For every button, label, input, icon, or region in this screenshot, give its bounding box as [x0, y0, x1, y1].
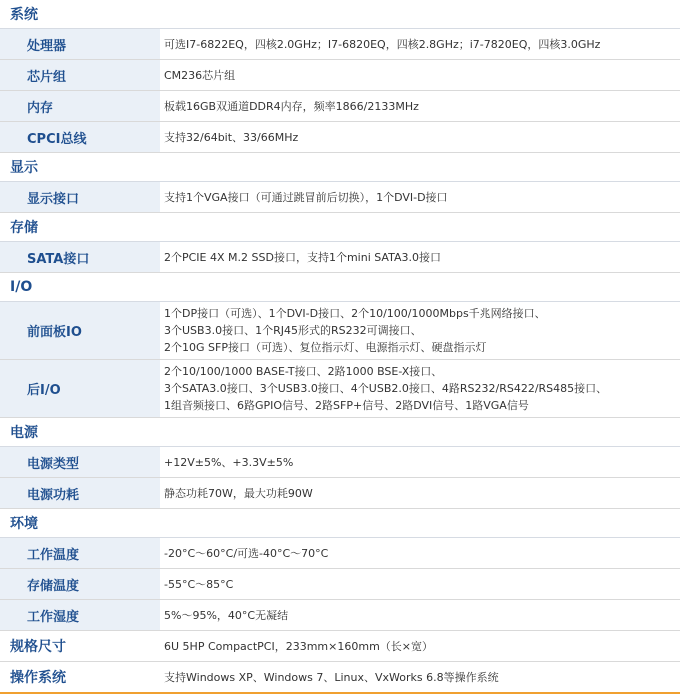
section-title-display: 显示 [0, 153, 680, 182]
row-label-power-type: 电源类型 [0, 447, 160, 478]
table-row [0, 569, 680, 600]
row-label-cpci-bus: CPCI总线 [0, 122, 160, 153]
section-title-system: 系统 [0, 0, 680, 29]
section-title-storage: 存储 [0, 213, 680, 242]
row-label-front-io: 前面板IO [0, 302, 160, 360]
row-value-cpu: 可选I7-6822EQ，四核2.0GHz；I7-6820EQ，四核2.8GHz；i7-7820EQ，四核3.0GHz [160, 29, 680, 60]
row-value-power-consumption: 静态功耗70W，最大功耗90W [160, 478, 680, 509]
table-row [0, 91, 680, 122]
row-value-chipset: CM236芯片组 [160, 60, 680, 91]
row-label-chipset: 芯片组 [0, 60, 160, 91]
section-power [0, 418, 680, 447]
row-value-operating-temp: -20°C～60°C/可选-40°C～70°C [160, 538, 680, 569]
table-row [0, 447, 680, 478]
section-display [0, 153, 680, 182]
table-row [0, 600, 680, 631]
table-row [0, 478, 680, 509]
row-value-cpci-bus: 支持32/64bit、33/66MHz [160, 122, 680, 153]
section-title-environment: 环境 [0, 509, 680, 538]
row-label-cpu: 处理器 [0, 29, 160, 60]
section-system [0, 0, 680, 29]
row-label-memory: 内存 [0, 91, 160, 122]
row-value-operating-humidity: 5%～95%，40°C无凝结 [160, 600, 680, 631]
table-row [0, 538, 680, 569]
table-row [0, 360, 680, 418]
row-value-storage-temp: -55°C～85°C [160, 569, 680, 600]
row-label-storage-temp: 存储温度 [0, 569, 160, 600]
table-row [0, 242, 680, 273]
table-row [0, 182, 680, 213]
row-label-operating-temp: 工作温度 [0, 538, 160, 569]
rear-io-line-2: 3个SATA3.0接口、3个USB3.0接口、4个USB2.0接口、4路RS232/RS422/RS485接口、 [164, 382, 608, 395]
rear-io-line-1: 2个10/100/1000 BASE-T接口、2路1000 BSE-X接口、 [164, 365, 443, 378]
table-row [0, 60, 680, 91]
row-label-os: 操作系统 [0, 662, 160, 694]
row-label-operating-humidity: 工作湿度 [0, 600, 160, 631]
section-storage [0, 213, 680, 242]
table-row [0, 29, 680, 60]
section-environment [0, 509, 680, 538]
row-value-os: 支持Windows XP、Windows 7、Linux、VxWorks 6.8等操作系统 [160, 662, 680, 694]
section-io [0, 273, 680, 302]
row-label-power-consumption: 电源功耗 [0, 478, 160, 509]
row-value-rear-io [160, 360, 680, 418]
front-io-line-3: 2个10G SFP接口（可选）、复位指示灯、电源指示灯、硬盘指示灯 [164, 341, 487, 354]
row-label-sata-port: SATA接口 [0, 242, 160, 273]
row-value-dimensions: 6U 5HP CompactPCI，233mm×160mm（长×宽） [160, 631, 680, 662]
row-value-front-io [160, 302, 680, 360]
row-label-dimensions: 规格尺寸 [0, 631, 160, 662]
row-value-memory: 板载16GB双通道DDR4内存，频率1866/2133MHz [160, 91, 680, 122]
table-row [0, 302, 680, 360]
table-row [0, 631, 680, 662]
row-label-display-port: 显示接口 [0, 182, 160, 213]
rear-io-line-3: 1组音频接口、6路GPIO信号、2路SFP+信号、2路DVI信号、1路VGA信号 [164, 399, 529, 412]
row-value-power-type: +12V±5%、+3.3V±5% [160, 447, 680, 478]
row-value-display-port: 支持1个VGA接口（可通过跳冒前后切换），1个DVI-D接口 [160, 182, 680, 213]
table-row [0, 122, 680, 153]
section-title-power: 电源 [0, 418, 680, 447]
row-value-sata-port: 2个PCIE 4X M.2 SSD接口，支持1个mini SATA3.0接口 [160, 242, 680, 273]
front-io-line-2: 3个USB3.0接口、1个RJ45形式的RS232可调接口、 [164, 324, 422, 337]
row-label-rear-io: 后I/O [0, 360, 160, 418]
front-io-line-1: 1个DP接口（可选）、1个DVI-D接口、2个10/100/1000Mbps千兆网络接口、 [164, 307, 546, 320]
section-title-io: I/O [0, 273, 680, 302]
table-row [0, 662, 680, 694]
